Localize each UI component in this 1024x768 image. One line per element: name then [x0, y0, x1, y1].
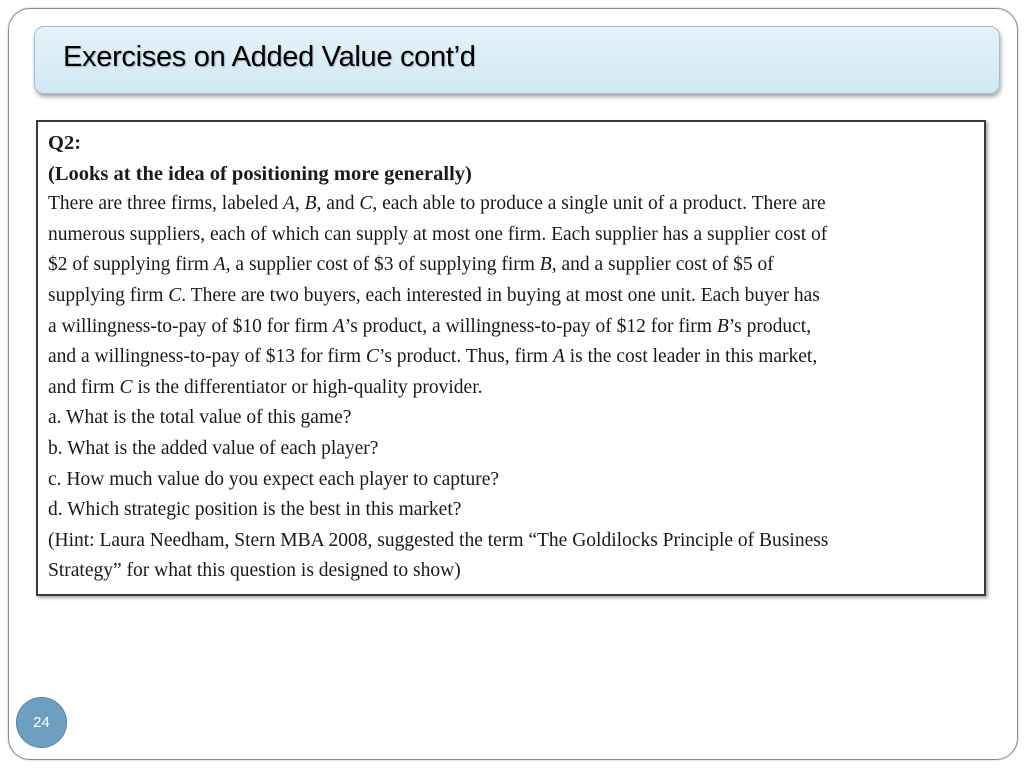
text-run: , and: [316, 193, 360, 215]
firm-b-label: B: [716, 315, 729, 337]
text-run: . There are two buyers, each interested in buying at most one unit. Each buyer has: [181, 284, 820, 306]
text-run: ’s product,: [728, 315, 812, 337]
text-run: and firm: [48, 376, 120, 398]
text-run: ,: [294, 193, 305, 215]
firm-c-label: C: [168, 284, 182, 306]
firm-b-label: B: [304, 193, 317, 215]
text-run: , each able to produce a single unit of a product. There are: [372, 193, 826, 215]
firm-c-label: C: [365, 346, 379, 368]
text-run: a willingness-to-pay of $10 for firm: [48, 315, 333, 337]
question-box: [36, 120, 986, 596]
firm-a-label: A: [552, 346, 565, 368]
text-run: ’s product, a willingness-to-pay of $12 for firm: [344, 315, 717, 337]
question-heading: Q2:: [48, 132, 82, 154]
paragraph-line-4: [48, 281, 972, 312]
page-number-badge: [16, 697, 67, 748]
firm-c-label: C: [359, 193, 373, 215]
text-run: , and a supplier cost of $5 of: [551, 254, 774, 276]
text-run: $2 of supplying firm: [48, 254, 214, 276]
text-run: , a supplier cost of $3 of supplying firm: [225, 254, 540, 276]
paragraph-line-1: [48, 189, 972, 220]
question-c: c. How much value do you expect each player to capture?: [48, 468, 500, 490]
text-run: There are three firms, labeled: [48, 193, 283, 215]
question-subheading: (Looks at the idea of positioning more generally): [48, 162, 472, 185]
firm-b-label: B: [539, 254, 552, 276]
question-a: a. What is the total value of this game?: [48, 407, 352, 429]
slide-title: Exercises on Added Value cont’d: [63, 41, 476, 73]
paragraph-line-3: [48, 250, 972, 281]
text-run: is the differentiator or high-quality provider.: [132, 376, 483, 398]
firm-a-label: A: [282, 193, 295, 215]
firm-a-label: A: [213, 254, 226, 276]
paragraph-line-2: numerous suppliers, each of which can supply at most one firm. Each supplier has a supplier cost of: [48, 223, 828, 245]
text-run: and a willingness-to-pay of $13 for firm: [48, 346, 366, 368]
firm-c-label: C: [119, 376, 133, 398]
text-run: ’s product. Thus, firm: [378, 346, 553, 368]
hint-line-1: (Hint: Laura Needham, Stern MBA 2008, suggested the term “The Goldilocks Principle of Business: [48, 529, 829, 551]
firm-a-label: A: [332, 315, 345, 337]
question-d: d. Which strategic position is the best in this market?: [48, 499, 462, 521]
question-b: b. What is the added value of each player?: [48, 437, 379, 459]
title-bar: [34, 26, 1000, 94]
text-run: is the cost leader in this market,: [564, 346, 818, 368]
paragraph-line-5: [48, 312, 972, 343]
paragraph-line-7: [48, 373, 972, 404]
hint-line-2: Strategy” for what this question is designed to show): [48, 560, 461, 582]
text-run: supplying firm: [48, 284, 169, 306]
page-number: 24: [33, 714, 50, 731]
paragraph-line-6: [48, 342, 972, 373]
